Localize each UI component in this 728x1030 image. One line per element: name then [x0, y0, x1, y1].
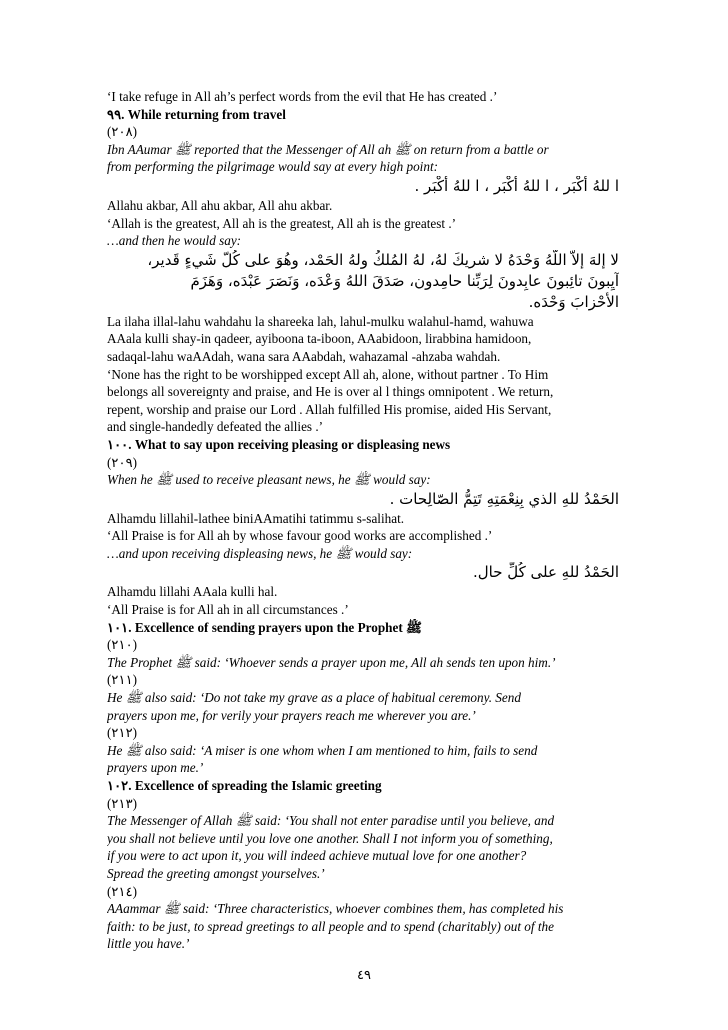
text-line: He ﷺ also said: ‘Do not take my grave as a place of habitual ceremony. Send — [107, 690, 521, 706]
page-number: ٤٩ — [357, 968, 371, 983]
translation: ‘None has the right to be worshipped except All ah, alone, without partner . To Him — [107, 366, 549, 382]
hadith-number: (٢١٣) — [107, 795, 138, 811]
arabic-text: الحَمْدُ للهِ على كُلِّ حال. — [472, 563, 619, 582]
translation: ‘Allah is the greatest, All ah is the greatest, All ah is the greatest .’ — [107, 215, 457, 231]
arabic-text: ا للهُ أَكْبَر ، ا للهُ أَكْبَر ، ا للهُ أَكْبَر . — [414, 176, 619, 195]
arabic-text: آيِبونَ تائِبونَ عابِدونَ لِرَبِّنا حامِدون، صَدَقَ اللهُ وَعْدَه، وَنَصَرَ عَبْدَه، وَهَزَمَ — [190, 271, 619, 290]
translation: ‘All Praise is for All ah by whose favour good works are accomplished .’ — [107, 528, 493, 544]
text-line: He ﷺ also said: ‘A miser is one whom when I am mentioned to him, fails to send — [107, 742, 538, 758]
transliteration: sadaqal-lahu waAAdah, wana sara AAabdah, wahazamal -ahzaba wahdah. — [107, 348, 501, 364]
section-heading: ١٠٠. What to say upon receiving pleasing or displeasing news — [107, 436, 451, 452]
transliteration: Alhamdu lillahi AAala kulli hal. — [107, 584, 278, 600]
text-line: prayers upon me, for verily your prayers reach me wherever you are.’ — [107, 707, 476, 723]
section-heading: ٩٩. While returning from travel — [107, 106, 286, 122]
hadith-number: (٢٠٩) — [107, 454, 138, 470]
text-line: Ibn AAumar ﷺ reported that the Messenger of All ah ﷺ on return from a battle or — [107, 141, 549, 157]
hadith-number: (٢٠٨) — [107, 124, 138, 140]
arabic-text: الأَحْزابَ وَحْدَه. — [528, 292, 619, 311]
hadith-number: (٢١١) — [107, 672, 138, 688]
section-heading: ١٠٢. Excellence of spreading the Islamic greeting — [107, 778, 382, 793]
text-line: …and upon receiving displeasing news, he ﷺ would say: — [107, 545, 413, 561]
text-line: When he ﷺ used to receive pleasant news, he ﷺ would say: — [107, 472, 431, 488]
arabic-text: لا إلهَ إلاّ اللّهُ وَحْدَهُ لا شريكَ لهُ، لهُ المُلكُ ولهُ الحَمْد، وهُوَ على كُلّ شَيءٍ قَدير، — [147, 250, 619, 269]
section-heading: ١٠١. Excellence of sending prayers upon the Prophet ﷺ — [107, 619, 422, 635]
transliteration: La ilaha illal-lahu wahdahu la shareeka lah, lahul-mulku walahul-hamd, wahuwa — [107, 313, 534, 329]
text-line: prayers upon me.’ — [107, 760, 204, 776]
text-line: if you were to act upon it, you will indeed achieve mutual love for one another? — [107, 848, 527, 864]
text-line: AAammar ﷺ said: ‘Three characteristics, whoever combines them, has completed his — [107, 901, 564, 917]
translation: and single-handedly defeated the allies .’ — [107, 419, 324, 435]
translation: ‘All Praise is for All ah in all circumstances .’ — [107, 602, 349, 618]
text-line: you shall not believe until you love one another. Shall I not inform you of something, — [107, 830, 553, 846]
text-line: Spread the greeting amongst yourselves.’ — [107, 865, 325, 881]
hadith-number: (٢١٤) — [107, 883, 138, 899]
hadith-number: (٢١٠) — [107, 637, 138, 653]
translation: repent, worship and praise our Lord . Allah fulfilled His promise, aided His Servant, — [107, 401, 552, 417]
transliteration: Allahu akbar, All ahu akbar, All ahu akbar. — [107, 197, 333, 213]
text-line: little you have.’ — [107, 936, 190, 952]
text-line: faith: to be just, to spread greetings to all people and to spend (charitably) out of the — [107, 918, 554, 934]
arabic-text: الحَمْدُ للهِ الذي بِنِعْمَتِهِ تَتِمُّ الصّالِحات . — [389, 489, 619, 508]
text-line: …and then he would say: — [107, 233, 242, 249]
transliteration: AAala kulli shay-in qadeer, ayiboona ta-iboon, AAabidoon, lirabbina hamidoon, — [107, 331, 532, 347]
transliteration: Alhamdu lillahil-lathee biniAAmatihi tatimmu s-salihat. — [107, 510, 405, 526]
text-line: ‘I take refuge in All ah’s perfect words from the evil that He has created .’ — [107, 89, 498, 104]
hadith-number: (٢١٢) — [107, 725, 138, 741]
translation: belongs all sovereignty and praise, and He is over al l things omnipotent . We return, — [107, 384, 554, 400]
text-line: The Prophet ﷺ said: ‘Whoever sends a prayer upon me, All ah sends ten upon him.’ — [107, 654, 556, 670]
document-body — [107, 88, 619, 953]
text-line: from performing the pilgrimage would say at every high point: — [107, 159, 438, 175]
text-line: The Messenger of Allah ﷺ said: ‘You shall not enter paradise until you believe, and — [107, 813, 555, 829]
